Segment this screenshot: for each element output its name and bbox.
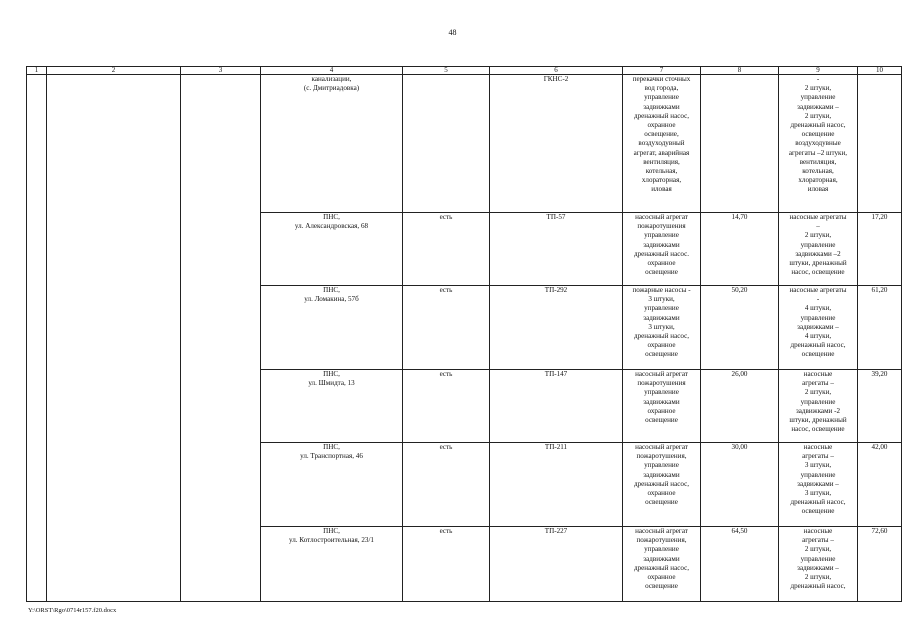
table-cell-col7: насосный агрегат пожаротушения управление задвижками дренажный насос. охранное освещение (623, 213, 701, 286)
table-cell-col6: ТП-57 (490, 213, 623, 286)
table-cell-col9: насосные агрегаты – 2 штуки, управление задвижками –2 штуки, дренажный насос, освещение (779, 213, 858, 286)
table-header-row (27, 67, 902, 75)
table-cell-col7: пожарные насосы - 3 штуки, управление задвижками 3 штуки, дренажный насос, охранное освещение (623, 286, 701, 370)
table-cell-col9: насосные агрегаты - 4 штуки, управление задвижками – 4 штуки, дренажный насос, освещение (779, 286, 858, 370)
column-header: 9 (779, 67, 858, 75)
table-cell-col4: ПНС, ул. Ломакина, 57б (261, 286, 403, 370)
table-cell-col9: насосные агрегаты – 2 штуки, управление задвижками -2 штуки, дренажный насос, освещение (779, 370, 858, 443)
table-cell-col5: есть (403, 370, 490, 443)
table-cell-col7: насосный агрегат пожаротушения, управление задвижками дренажный насос, охранное освещение (623, 527, 701, 602)
table-cell-col5: есть (403, 527, 490, 602)
page-number: 48 (448, 28, 457, 37)
column-header: 10 (858, 67, 902, 75)
table-cell-col1 (27, 75, 47, 602)
table-cell-col10: 42,00 (858, 443, 902, 527)
table-cell-col5: есть (403, 286, 490, 370)
table-cell-col4: ПНС, ул. Шмидта, 13 (261, 370, 403, 443)
table-cell-col4: ПНС, ул. Транспортная, 46 (261, 443, 403, 527)
table-cell-col10: 72,60 (858, 527, 902, 602)
table-cell-col9: - 2 штуки, управление задвижками – 2 штуки, дренажный насос, освещение воздуходувные агрегаты –2 штуки, вентиляция, котельная, хлораторная, иловая (779, 75, 858, 213)
table-cell-col6: ТП-227 (490, 527, 623, 602)
table-cell-col9: насосные агрегаты – 2 штуки, управление задвижками – 2 штуки, дренажный насос, (779, 527, 858, 602)
column-header: 7 (623, 67, 701, 75)
table-cell-col5: есть (403, 443, 490, 527)
column-header: 2 (47, 67, 181, 75)
table-cell-col10: 39,20 (858, 370, 902, 443)
table-cell-col8: 50,20 (701, 286, 779, 370)
data-table (26, 66, 902, 602)
column-header: 6 (490, 67, 623, 75)
table-cell-col8: 30,00 (701, 443, 779, 527)
column-header: 4 (261, 67, 403, 75)
table-cell-col3 (181, 75, 261, 602)
table-cell-col4: канализации, (с. Дмитриадовка) (261, 75, 403, 213)
table-cell-col7: перекачки сточных вод города, управление задвижками дренажный насос, охранное освещение, воздуходувный агрегат, аварийная вентиляция, котельная, хлораторная, иловая (623, 75, 701, 213)
table-cell-col6: ТП-292 (490, 286, 623, 370)
table-cell-col8: 64,50 (701, 527, 779, 602)
column-header: 3 (181, 67, 261, 75)
table-cell-col8 (701, 75, 779, 213)
table-cell-col7: насосный агрегат пожаротушения управление задвижками охранное освещение (623, 370, 701, 443)
table-cell-col6: ТП-211 (490, 443, 623, 527)
table-cell-col2 (47, 75, 181, 602)
table-cell-col4: ПНС, ул. Котлостроительная, 23/1 (261, 527, 403, 602)
table-cell-col5: есть (403, 213, 490, 286)
table-cell-col6: ГКНС-2 (490, 75, 623, 213)
table-cell-col6: ТП-147 (490, 370, 623, 443)
table-cell-col7: насосный агрегат пожаротушения, управление задвижками дренажный насос, охранное освещение (623, 443, 701, 527)
column-header: 8 (701, 67, 779, 75)
footer-file-path: Y:\ORST\Rgo\0714r157.f20.docx (28, 607, 117, 614)
table-cell-col9: насосные агрегаты – 3 штуки, управление задвижками – 3 штуки, дренажный насос, освещение (779, 443, 858, 527)
table-cell-col10: 61,20 (858, 286, 902, 370)
table-cell-col8: 26,00 (701, 370, 779, 443)
column-header: 1 (27, 67, 47, 75)
table-cell-col10 (858, 75, 902, 213)
table-cell-col4: ПНС, ул. Александровская, 68 (261, 213, 403, 286)
table-cell-col8: 14,70 (701, 213, 779, 286)
table-cell-col5 (403, 75, 490, 213)
column-header: 5 (403, 67, 490, 75)
table-cell-col10: 17,20 (858, 213, 902, 286)
table-row (27, 75, 902, 213)
